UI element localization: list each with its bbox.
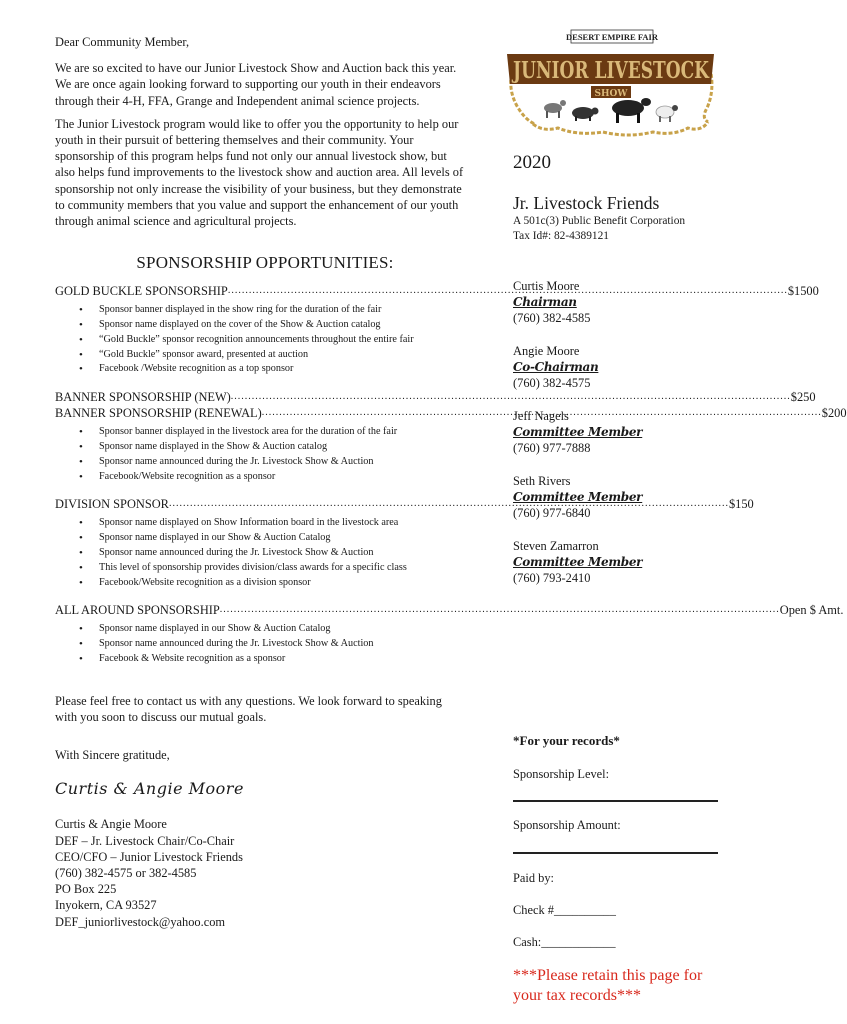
closing-salutation: With Sincere gratitude, bbox=[55, 748, 170, 763]
list-item: • Sponsor name displayed in our Show & Auction Catalog bbox=[79, 531, 467, 546]
banner-benefits-list bbox=[79, 425, 467, 484]
greeting: Dear Community Member, bbox=[55, 35, 190, 49]
tier-name: GOLD BUCKLE SPONSORSHIP bbox=[55, 284, 228, 299]
member-role: Committee Member bbox=[513, 490, 643, 504]
tier-name: ALL AROUND SPONSORSHIP bbox=[55, 603, 220, 618]
level-line[interactable] bbox=[513, 800, 718, 802]
tier-amount: $1500 bbox=[787, 284, 819, 299]
tier-amount: $200 bbox=[821, 406, 847, 421]
retain-notice: ***Please retain this page for your tax records*** bbox=[513, 967, 703, 1004]
paid-by-label: Paid by: bbox=[513, 871, 554, 885]
org-name: Jr. Livestock Friends bbox=[513, 193, 660, 213]
member-phone: (760) 977-6840 bbox=[513, 506, 591, 520]
year: 2020 bbox=[513, 152, 551, 173]
records-heading: *For your records* bbox=[513, 733, 620, 748]
member-role: Co-Chairman bbox=[513, 360, 599, 374]
tier-amount: $150 bbox=[728, 497, 754, 512]
member-name: Steven Zamarron bbox=[513, 539, 599, 553]
intro-paragraph: We are so excited to have our Junior Livestock Show and Auction back this year. We are once again looking forward to supporting our youth in their endeavors through their 4-H, FFA, Grange and Independent animal science projects. bbox=[55, 61, 457, 108]
list-item: • Sponsor name announced during the Jr. Livestock Show & Auction bbox=[79, 546, 467, 561]
cash-field[interactable]: Cash:____________ bbox=[513, 935, 616, 949]
list-item: • Facebook /Website recognition as a top sponsor bbox=[79, 362, 467, 377]
list-item: • Sponsor banner displayed in the show ring for the duration of the fair bbox=[79, 303, 467, 318]
sig-line-name: Curtis & Angie Moore bbox=[55, 817, 167, 832]
signature-block bbox=[55, 816, 467, 929]
tax-id: Tax Id#: 82-4389121 bbox=[513, 230, 610, 242]
signature: Curtis & Angie Moore bbox=[55, 779, 244, 799]
amount-line[interactable] bbox=[513, 852, 718, 854]
all-around-benefits-list bbox=[79, 622, 467, 666]
member-name: Angie Moore bbox=[513, 344, 580, 358]
list-item: • This level of sponsorship provides division/class awards for a specific class bbox=[79, 561, 467, 576]
program-paragraph: The Junior Livestock program would like to offer you the opportunity to help our youth in their pursuit of bettering themselves and their community. Your sponsorship of this program helps fund not only our annual livestock show, but also helps fund improvements to the livestock show and auction area. All levels of sponsorship not only increase the visibility of your business, but they demonstrate to community members that you value and support the enhancement of our youth through animal science and agricultural projects. bbox=[55, 116, 464, 229]
committee-member bbox=[513, 408, 642, 456]
list-item: • Sponsor name announced during the Jr. Livestock Show & Auction bbox=[79, 637, 467, 652]
logo-top-text: DESERT EMPIRE FAIR bbox=[566, 32, 658, 42]
tier-name: BANNER SPONSORSHIP (RENEWAL) bbox=[55, 406, 262, 421]
member-phone: (760) 382-4575 bbox=[513, 376, 591, 390]
committee-member bbox=[513, 538, 642, 586]
list-item: • “Gold Buckle” sponsor award, presented at auction bbox=[79, 348, 467, 363]
gold-benefits-list bbox=[79, 303, 467, 377]
closing-paragraph: Please feel free to contact us with any questions. We look forward to speaking with you soon to discuss our mutual goals. bbox=[55, 693, 442, 724]
logo-sub-text: SHOW bbox=[594, 89, 628, 99]
member-name: Seth Rivers bbox=[513, 474, 571, 488]
sidebar-column bbox=[513, 0, 723, 1024]
list-item: • “Gold Buckle” sponsor recognition announcements throughout the entire fair bbox=[79, 333, 467, 348]
member-name: Jeff Nagels bbox=[513, 409, 569, 423]
sponsorship-amount-label: Sponsorship Amount: bbox=[513, 818, 621, 832]
member-phone: (760) 977-7888 bbox=[513, 441, 591, 455]
list-item: • Facebook & Website recognition as a sponsor bbox=[79, 652, 467, 667]
list-item: • Sponsor name displayed in the Show & Auction catalog bbox=[79, 440, 467, 455]
sig-line-phone: (760) 382-4575 or 382-4585 bbox=[55, 866, 197, 880]
sig-line-email[interactable]: DEF_juniorlivestock@yahoo.com bbox=[55, 914, 226, 929]
tier-amount: Open $ Amt. bbox=[779, 603, 844, 618]
list-item: • Sponsor name announced during the Jr. Livestock Show & Auction bbox=[79, 455, 467, 470]
tier-all-around bbox=[55, 602, 844, 618]
tier-banner-new bbox=[55, 389, 816, 405]
tier-amount: $250 bbox=[790, 390, 816, 405]
tier-name: DIVISION SPONSOR bbox=[55, 497, 169, 512]
list-item: • Sponsor name displayed on Show Information board in the livestock area bbox=[79, 516, 467, 531]
list-item: • Facebook/Website recognition as a sponsor bbox=[79, 470, 467, 485]
member-role: Chairman bbox=[513, 295, 577, 309]
member-phone: (760) 382-4585 bbox=[513, 311, 591, 325]
list-item: • Sponsor name displayed on the cover of the Show & Auction catalog bbox=[79, 318, 467, 333]
sig-line-city: Inyokern, CA 93527 bbox=[55, 898, 157, 913]
member-phone: (760) 793-2410 bbox=[513, 571, 591, 585]
sig-line-pobox: PO Box 225 bbox=[55, 882, 117, 897]
member-name: Curtis Moore bbox=[513, 279, 580, 293]
member-role: Committee Member bbox=[513, 555, 643, 569]
committee-member bbox=[513, 343, 598, 391]
tier-name: BANNER SPONSORSHIP (NEW) bbox=[55, 390, 231, 405]
sponsorship-heading: SPONSORSHIP OPPORTUNITIES: bbox=[136, 253, 394, 273]
list-item: • Sponsor name displayed in our Show & Auction Catalog bbox=[79, 622, 467, 637]
logo-main-text: JUNIOR LIVESTOCK bbox=[511, 57, 710, 84]
division-benefits-list bbox=[79, 516, 467, 590]
member-role: Committee Member bbox=[513, 425, 643, 439]
list-item: • Facebook/Website recognition as a division sponsor bbox=[79, 576, 467, 591]
sig-line-ceo: CEO/CFO – Junior Livestock Friends bbox=[55, 849, 243, 864]
committee-member bbox=[513, 278, 590, 326]
check-number-field[interactable]: Check #__________ bbox=[513, 903, 616, 917]
list-item: • Sponsor banner displayed in the livestock area for the duration of the fair bbox=[79, 425, 467, 440]
committee-member bbox=[513, 473, 642, 521]
sponsorship-level-label: Sponsorship Level: bbox=[513, 767, 610, 781]
sig-line-title: DEF – Jr. Livestock Chair/Co-Chair bbox=[55, 833, 235, 848]
org-type: A 501c(3) Public Benefit Corporation bbox=[513, 215, 686, 227]
